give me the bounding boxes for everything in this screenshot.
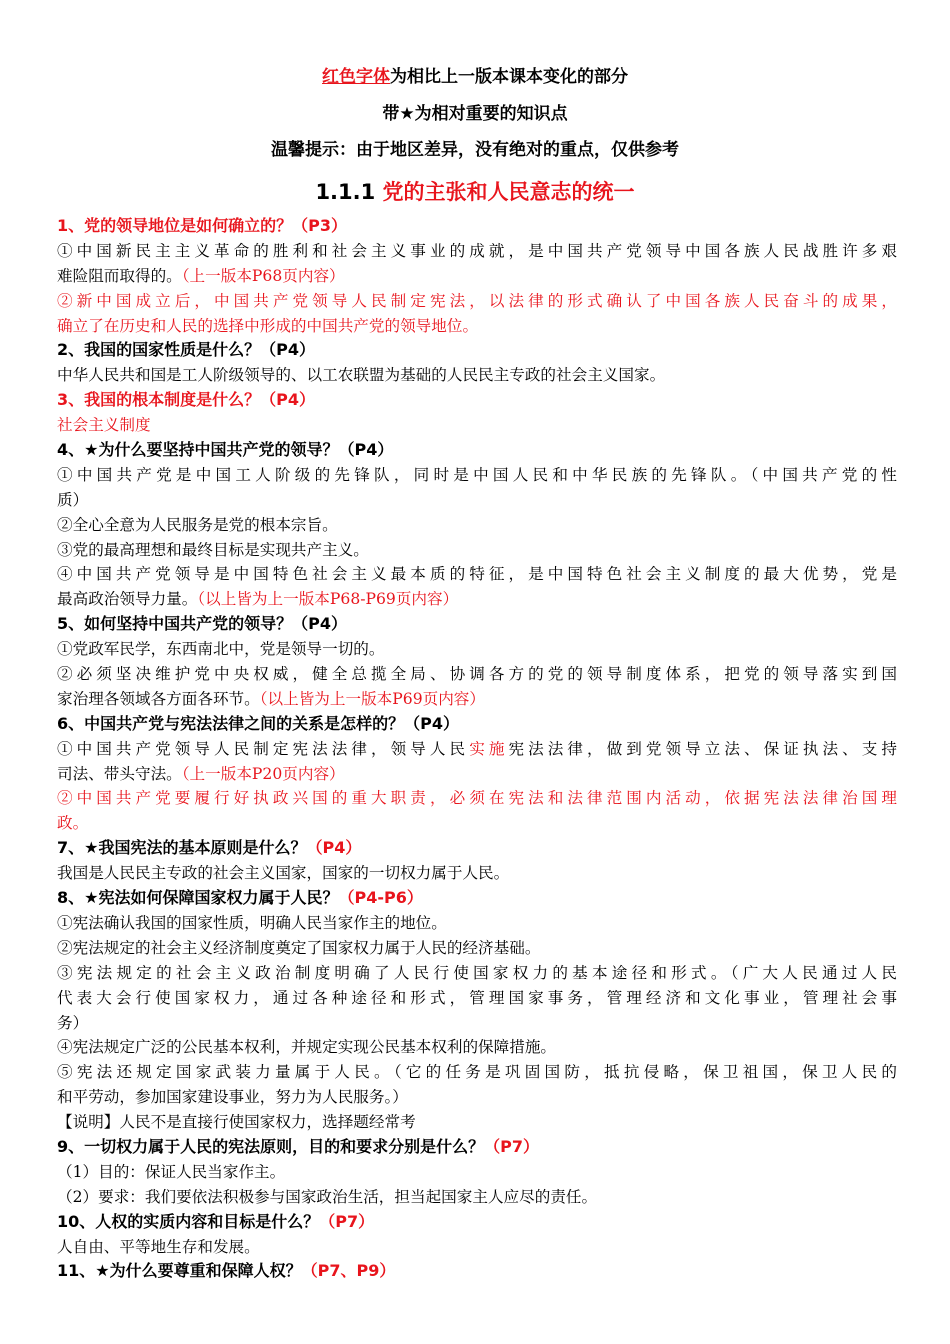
text-segment: （2）要求：我们要依法积极参与国家政治生活，担当起国家主人应尽的责任。 (57, 1187, 598, 1206)
answer-line (57, 488, 897, 513)
answer-line (57, 562, 897, 587)
text-segment: （P7） (484, 1136, 540, 1156)
text-segment: （P7、P9） (301, 1261, 396, 1281)
text-segment: 10、人权的实质内容和目标是什么？ (57, 1211, 320, 1231)
text-segment: 我国是人民民主专政的社会主义国家，国家的一切权力属于人民。 (57, 864, 510, 883)
text-segment: ①宪法确认我国的国家性质，明确人民当家作主的地位。 (57, 913, 447, 932)
text-segment: ②必须坚决维护党中央权威，健全总揽全局、协调各方的党的领导制度体系，把党的领导落实到国 (57, 665, 897, 684)
answer-line (57, 936, 897, 961)
text-segment: 5、如何坚持中国共产党的领导？（P4） (57, 614, 347, 634)
question-line (57, 388, 897, 413)
text-segment: 质） (57, 490, 89, 509)
answer-line (57, 1160, 897, 1185)
text-segment: 司法、带头守法。 (57, 764, 182, 783)
answer-line (57, 289, 897, 314)
question-line (57, 1259, 897, 1284)
text-segment: ③党的最高理想和最终目标是实现共产主义。 (57, 540, 369, 559)
text-segment: 6、中国共产党与宪法法律之间的关系是怎样的？（P4） (57, 713, 459, 733)
text-segment: 9、一切权力属于人民的宪法原则，目的和要求分别是什么？ (57, 1136, 485, 1156)
text-segment: ②中国共产党要履行好执政兴国的重大职责，必须在宪法和法律范围内活动，依据宪法法律治国理 (57, 789, 897, 808)
legend-line-red-font (0, 62, 950, 87)
answer-line (57, 737, 897, 762)
text-segment: 8、★宪法如何保障国家权力属于人民？ (57, 888, 339, 908)
question-line (57, 712, 897, 737)
answer-line (57, 513, 897, 538)
text-segment: 1、党的领导地位是如何确立的？（P3） (57, 216, 347, 235)
text-segment: ④中国共产党领导是中国特色社会主义最本质的特征，是中国特色社会主义制度的最大优势，党是 (57, 565, 897, 584)
answer-line (57, 861, 897, 886)
answer-line (57, 1110, 897, 1135)
legend-line-star: 带★为相对重要的知识点 (382, 104, 568, 124)
text-segment: 宪法法律，做到党领导立法、保证执法、支持 (508, 739, 897, 758)
answer-line (57, 811, 897, 836)
text-segment: ②新中国成立后，中国共产党领导人民制定宪法，以法律的形式确认了中国各族人民奋斗的成果， (57, 291, 897, 310)
answer-line (57, 1235, 897, 1260)
question-line (57, 886, 897, 911)
answer-line (57, 762, 897, 787)
answer-line (57, 687, 897, 712)
answer-line (57, 1085, 897, 1110)
answer-line (57, 786, 897, 811)
section-title (0, 176, 950, 206)
text-segment: （1）目的：保证人民当家作主。 (57, 1162, 286, 1181)
answer-line (57, 463, 897, 488)
answer-line (57, 363, 897, 388)
qa-content (57, 214, 897, 1284)
answer-line (57, 1060, 897, 1085)
text-segment: 难险阻而取得的。 (57, 266, 182, 285)
text-segment: （P4） (306, 838, 362, 858)
answer-line (57, 637, 897, 662)
text-segment: （以上皆为上一版本P68-P69页内容） (197, 590, 459, 609)
text-segment: 社会主义制度 (57, 416, 151, 435)
text-segment: （P4-P6） (338, 888, 423, 908)
text-segment: 4、★为什么要坚持中国共产党的领导？（P4） (57, 440, 394, 460)
answer-line (57, 538, 897, 563)
answer-line (57, 264, 897, 289)
text-segment: ③宪法规定的社会主义政治制度明确了人民行使国家权力的基本途径和形式。（广大人民通过人民 (57, 963, 897, 982)
section-title-text: 党的主张和人民意志的统一 (382, 180, 635, 204)
question-line (57, 612, 897, 637)
text-segment: ①党政军民学，东西南北中，党是领导一切的。 (57, 640, 385, 659)
answer-line (57, 314, 897, 339)
question-line (57, 438, 897, 463)
answer-line (57, 587, 897, 612)
red-font-explanation: 为相比上一版本课本变化的部分 (390, 67, 628, 87)
question-line (57, 1135, 897, 1160)
text-segment: 人自由、平等地生存和发展。 (57, 1237, 260, 1256)
text-segment: ②全心全意为人民服务是党的根本宗旨。 (57, 515, 338, 534)
question-line (57, 1210, 897, 1235)
answer-line (57, 961, 897, 986)
text-segment: 实施 (469, 739, 509, 758)
answer-line (57, 413, 897, 438)
answer-line (57, 662, 897, 687)
text-segment: 最高政治领导力量。 (57, 590, 198, 609)
text-segment: 【说明】人民不是直接行使国家权力，选择题经常考 (57, 1113, 416, 1132)
question-line (57, 338, 897, 363)
answer-line (57, 1185, 897, 1210)
text-segment: 2、我国的国家性质是什么？（P4） (57, 340, 315, 360)
text-segment: ①中国新民主主义革命的胜利和社会主义事业的成就，是中国共产党领导中国各族人民战胜许多艰 (57, 241, 897, 260)
text-segment: ⑤宪法还规定国家武装力量属于人民。（它的任务是巩固国防，抵抗侵略，保卫祖国，保卫人民的 (57, 1063, 897, 1082)
text-segment: ④宪法规定广泛的公民基本权利，并规定实现公民基本权利的保障措施。 (57, 1038, 557, 1057)
text-segment: 和平劳动，参加国家建设事业，努力为人民服务。） (57, 1088, 408, 1107)
text-segment: （上一版本P20页内容） (181, 764, 345, 783)
text-segment: （上一版本P68页内容） (181, 266, 345, 285)
text-segment: 11、★为什么要尊重和保障人权？ (57, 1261, 302, 1281)
text-segment: （以上皆为上一版本P69页内容） (259, 689, 485, 708)
text-segment: 确立了在历史和人民的选择中形成的中国共产党的领导地位。 (57, 316, 479, 335)
text-segment: ①中国共产党是中国工人阶级的先锋队，同时是中国人民和中华民族的先锋队。（中国共产党的性 (57, 465, 897, 484)
answer-line (57, 239, 897, 264)
answer-line (57, 986, 897, 1011)
red-font-label: 红色字体 (322, 67, 390, 87)
answer-line (57, 1011, 897, 1036)
question-line (57, 214, 897, 239)
text-segment: 中华人民共和国是工人阶级领导的、以工农联盟为基础的人民民主专政的社会主义国家。 (57, 366, 666, 385)
text-segment: ②宪法规定的社会主义经济制度奠定了国家权力属于人民的经济基础。 (57, 938, 541, 957)
text-segment: 务） (57, 1013, 89, 1032)
text-segment: ①中国共产党领导人民制定宪法法律，领导人民 (57, 739, 470, 758)
text-segment: 7、★我国宪法的基本原则是什么？ (57, 838, 307, 858)
answer-line (57, 1035, 897, 1060)
text-segment: 代表大会行使国家权力，通过各种途径和形式，管理国家事务，管理经济和文化事业，管理社会事 (57, 988, 897, 1007)
section-number: 1.1.1 (315, 180, 383, 204)
question-line (57, 836, 897, 861)
text-segment: 政。 (57, 814, 89, 833)
text-segment: 家治理各领域各方面各环节。 (57, 689, 260, 708)
reminder-note: 温馨提示：由于地区差异，没有绝对的重点，仅供参考 (271, 140, 679, 160)
answer-line (57, 911, 897, 936)
text-segment: （P7） (319, 1211, 375, 1231)
text-segment: 3、我国的根本制度是什么？（P4） (57, 390, 315, 410)
